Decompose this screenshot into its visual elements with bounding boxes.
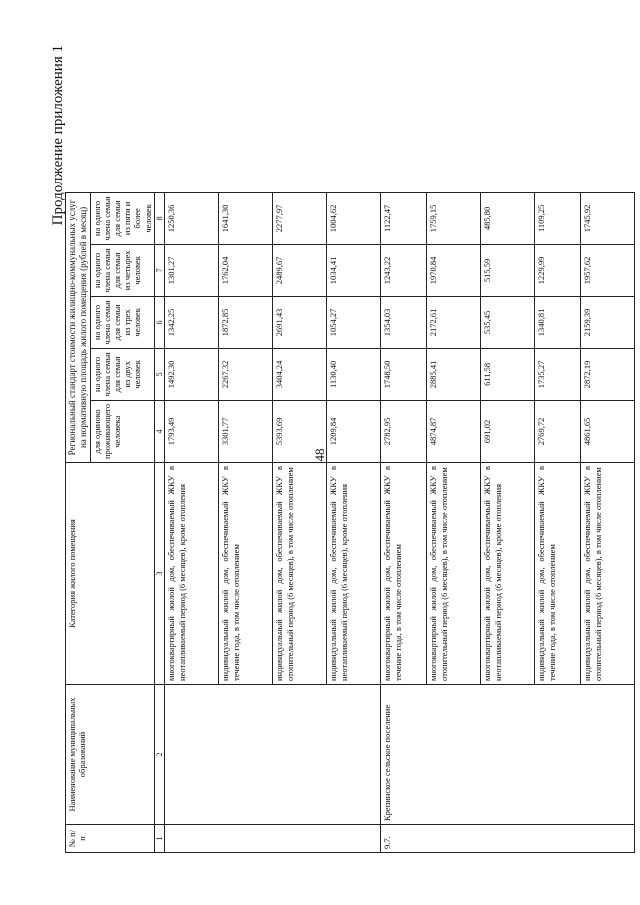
header-col6: на одного члена семьи для семьи из трех человек <box>90 296 154 348</box>
header-num: № п/п <box>66 825 155 853</box>
value-cell: 1641,30 <box>219 192 273 244</box>
column-number: 6 <box>154 296 165 348</box>
value-cell: 1762,04 <box>219 244 273 296</box>
value-cell: 2782,95 <box>381 400 427 462</box>
value-cell: 1745,92 <box>581 192 635 244</box>
value-cell: 1229,99 <box>535 244 581 296</box>
value-cell: 1970,84 <box>427 244 481 296</box>
municipality-cell <box>165 685 381 825</box>
value-cell: 2172,61 <box>427 296 481 348</box>
value-cell: 2885,41 <box>427 348 481 400</box>
table-row <box>165 192 219 852</box>
value-cell: 2691,43 <box>273 296 327 348</box>
value-cell: 611,58 <box>481 348 535 400</box>
value-cell: 1054,27 <box>327 296 381 348</box>
category-cell: многоквартирный жилой дом, обеспечиваемый ЖКУ в неотапливаемый период (6 месяцев), кроме отопления <box>481 463 535 685</box>
value-cell: 485,80 <box>481 192 535 244</box>
value-cell: 1492,30 <box>165 348 219 400</box>
row-num-cell <box>165 825 381 853</box>
value-cell: 1301,27 <box>165 244 219 296</box>
value-cell: 3404,24 <box>273 348 327 400</box>
value-cell: 1957,62 <box>581 244 635 296</box>
page-number: 48 <box>312 448 327 462</box>
value-cell: 1243,22 <box>381 244 427 296</box>
category-cell: индивидуальный жилой дом, обеспечиваемый ЖКУ в течение года, в том числе отоплением <box>535 463 581 685</box>
category-cell: многоквартирный жилой дом, обеспечиваемый ЖКУ в отопительный период (6 месяцев), в том числе отоплением <box>427 463 481 685</box>
table-row <box>381 192 427 852</box>
continuation-title: Продолжение приложения 1 <box>50 45 66 226</box>
header-col5: на одного члена семьи для семьи из двух человек <box>90 348 154 400</box>
value-cell: 1109,25 <box>535 192 581 244</box>
value-cell: 1250,36 <box>165 192 219 244</box>
value-cell: 1748,50 <box>381 348 427 400</box>
category-cell: индивидуальный жилой дом, обеспечиваемый ЖКУ в отопительный период (6 месяцев), в том числе отоплением <box>581 463 635 685</box>
category-cell: многоквартирный жилой дом, обеспечиваемый ЖКУ в течение года, в том числе отоплением <box>381 463 427 685</box>
value-cell: 691,02 <box>481 400 535 462</box>
value-cell: 2277,97 <box>273 192 327 244</box>
column-number: 3 <box>154 463 165 685</box>
value-cell: 5393,69 <box>273 400 327 462</box>
value-cell: 2872,19 <box>581 348 635 400</box>
standards-table <box>65 192 635 853</box>
value-cell: 1340,81 <box>535 296 581 348</box>
value-cell: 2489,67 <box>273 244 327 296</box>
header-standard: Региональный стандарт стоимости жилищно-коммунальных услуг на нормативную площадь жилого помещения (рублей в месяц) <box>66 192 91 462</box>
value-cell: 1209,84 <box>327 400 381 462</box>
value-cell: 1735,27 <box>535 348 581 400</box>
header-category: Категория жилого помещения <box>66 463 155 685</box>
value-cell: 1759,15 <box>427 192 481 244</box>
row-num-cell: 9.7. <box>381 825 635 853</box>
value-cell: 1034,41 <box>327 244 381 296</box>
header-col7: на одного члена семьи для семьи из четырех человек <box>90 244 154 296</box>
value-cell: 4874,87 <box>427 400 481 462</box>
value-cell: 2159,39 <box>581 296 635 348</box>
category-cell: индивидуальный жилой дом, обеспечиваемый ЖКУ в неотапливаемый период (6 месяцев), кроме отопления <box>327 463 381 685</box>
column-number: 8 <box>154 192 165 244</box>
value-cell: 1004,62 <box>327 192 381 244</box>
value-cell: 515,59 <box>481 244 535 296</box>
header-col4: для одиноко проживающего человека <box>90 400 154 462</box>
value-cell: 1342,25 <box>165 296 219 348</box>
value-cell: 2769,72 <box>535 400 581 462</box>
value-cell: 1793,49 <box>165 400 219 462</box>
category-cell: многоквартирный жилой дом, обеспечиваемый ЖКУ в неотапливаемый период (6 месяцев), кроме отопления <box>165 463 219 685</box>
value-cell: 3301,77 <box>219 400 273 462</box>
column-number: 5 <box>154 348 165 400</box>
column-number-row <box>154 192 165 852</box>
column-number: 2 <box>154 685 165 825</box>
category-cell: индивидуальный жилой дом, обеспечиваемый ЖКУ в течение года, в том числе отоплением <box>219 463 273 685</box>
municipality-cell: Крепинское сельское поселение <box>381 685 635 825</box>
column-number: 4 <box>154 400 165 462</box>
column-number: 7 <box>154 244 165 296</box>
category-cell: индивидуальный жилой дом, обеспечиваемый ЖКУ в отопительный период (6 месяцев), в том числе отоплением <box>273 463 327 685</box>
value-cell: 2267,32 <box>219 348 273 400</box>
value-cell: 1122,47 <box>381 192 427 244</box>
value-cell: 535,45 <box>481 296 535 348</box>
value-cell: 1872,85 <box>219 296 273 348</box>
value-cell: 1130,40 <box>327 348 381 400</box>
column-number: 1 <box>154 825 165 853</box>
value-cell: 4861,65 <box>581 400 635 462</box>
header-municipality: Наименование муниципальных образований <box>66 685 155 825</box>
value-cell: 1354,03 <box>381 296 427 348</box>
header-col8: на одного члена семьи для семьи из пяти и более человек <box>90 192 154 244</box>
